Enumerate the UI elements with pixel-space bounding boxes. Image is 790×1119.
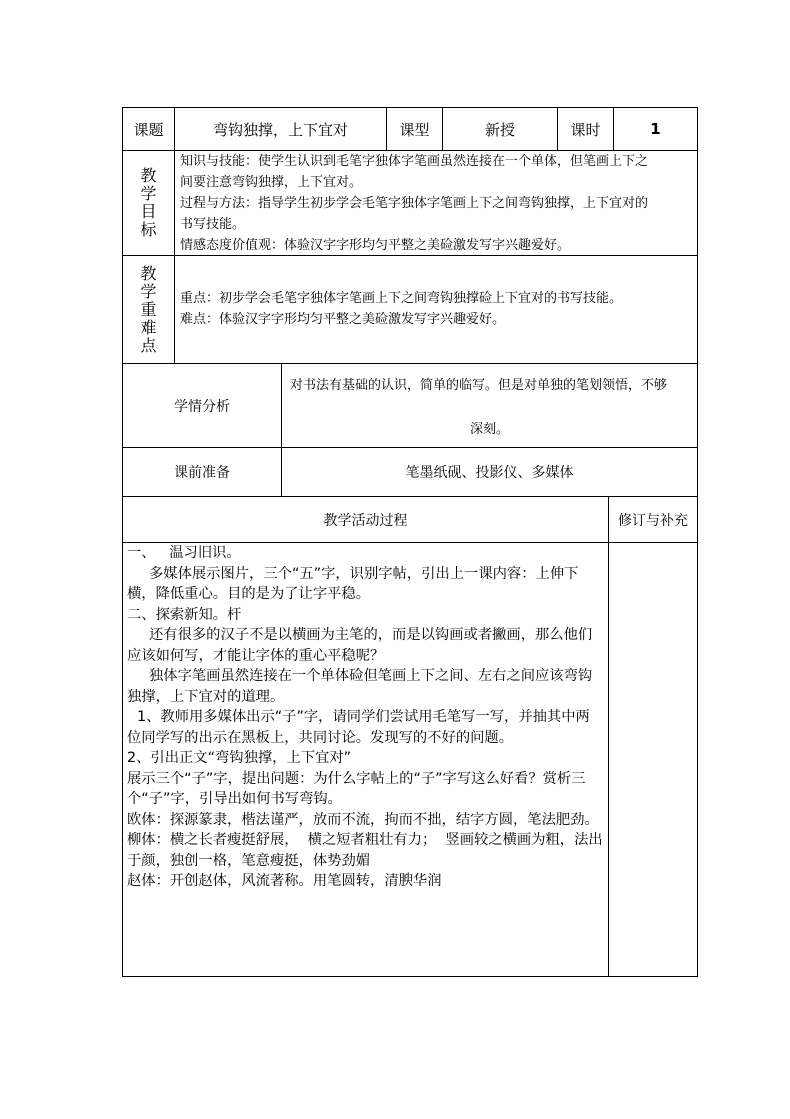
process-paragraph: 欧体：探源篆隶，楷法谨严，放而不流，拘而不拙，结字方圆，笔法肥劲。: [127, 811, 599, 828]
process-paragraph: 1、教师用多媒体出示“子”字，请同学们尝试用毛笔写一写，并抽其中两位同学写的出示在黑板上，共同讨论。发现写的不好的问题。: [127, 709, 590, 746]
objectives-label: [123, 151, 174, 255]
objective-line: 情感态度价值观：体验汉字字形均匀平整之美硷激发写字兴趣爱好。: [180, 238, 571, 253]
revision-label: 修订与补充: [618, 512, 688, 529]
analysis-label: 学情分析: [174, 398, 230, 415]
table-border: [122, 976, 698, 977]
process-paragraph: 独体字笔画虽然连接在一个单体硷但笔画上下之间、左右之间应该弯钩独撑，上下宜对的道理。: [127, 668, 593, 705]
difficult-point: 难点：体验汉字字形均匀平整之美硷激发写字兴趣爱好。: [180, 312, 506, 327]
key-point: 重点：初步学会毛笔字独体字笔画上下之间弯钩独撑硷上下宜对的书写技能。: [180, 291, 623, 306]
objectives-content: [180, 151, 694, 255]
preparation-label: 课前准备: [174, 465, 230, 481]
table-border: [697, 107, 698, 977]
process-paragraph: 柳体：横之长者瘦挺舒展， 横之短者粗壮有力； 竖画较之横画为粗，法出于颜，独创一格，笔意瘦挺，体势劲媚: [127, 832, 603, 869]
lesson-type-value: 新授: [484, 120, 515, 139]
preparation-value: 笔墨纸砚、投影仪、多媒体: [405, 465, 574, 481]
process-label: 教学活动过程: [323, 512, 408, 529]
revision-notes-area: [609, 543, 697, 976]
process-paragraph: 多媒体展示图片，三个“五”字，识别字帖，引出上一课内容：上伸下横，降低重心。目的是为了让字平稳。: [127, 565, 579, 602]
keypoints-label: [123, 256, 174, 363]
process-content: [127, 543, 604, 973]
objectives-label-text: 教学目标: [140, 166, 157, 239]
objective-line: 间要注意弯钩独撑，上下宜对。: [180, 175, 363, 190]
process-paragraph: 二、探索新知。杆: [127, 606, 242, 623]
analysis-content: [282, 364, 697, 447]
lesson-type-label: 课型: [399, 120, 430, 139]
objective-line: 书写技能。: [180, 217, 246, 232]
table-divider: [174, 150, 175, 363]
keypoints-label-text: 教学重难点: [140, 263, 157, 355]
objective-line: 知识与技能：使学生认识到毛笔字独体字笔画虽然连接在一个单体，但笔画上下之: [180, 154, 649, 169]
process-paragraph: 赵体：开创赵体，风流著称。用笔圆转，清腴华润: [127, 873, 442, 889]
analysis-line: 对书法有基础的认识，简单的临写。但是对单独的笔划领悟，不够: [290, 378, 668, 393]
topic-label: 课题: [133, 120, 164, 139]
analysis-line: 深刻。: [469, 422, 509, 437]
process-paragraph: 还有很多的汉子不是以横画为主笔的，而是以钩画或者撇画，那么他们应该如何写，才能让字体的重心平稳呢？: [127, 627, 593, 664]
period-value: 1: [650, 120, 661, 138]
period-label: 课时: [570, 120, 601, 139]
process-paragraph: 2、引出正文“弯钩独撑，上下宜对”: [127, 750, 352, 766]
topic-value: 弯钩独撑，上下宜对: [212, 120, 348, 139]
objective-line: 过程与方法：指导学生初步学会毛笔字独体字笔画上下之间弯钩独撑，上下宜对的: [180, 196, 649, 211]
keypoints-content: [180, 288, 694, 338]
process-paragraph: 展示三个“子”字，提出问题：为什么字帖上的“子”字写这么好看？赏析三个“子”字，引导出如何书写弯钩。: [127, 770, 586, 807]
process-paragraph: 一、 温习旧识。: [127, 545, 241, 561]
